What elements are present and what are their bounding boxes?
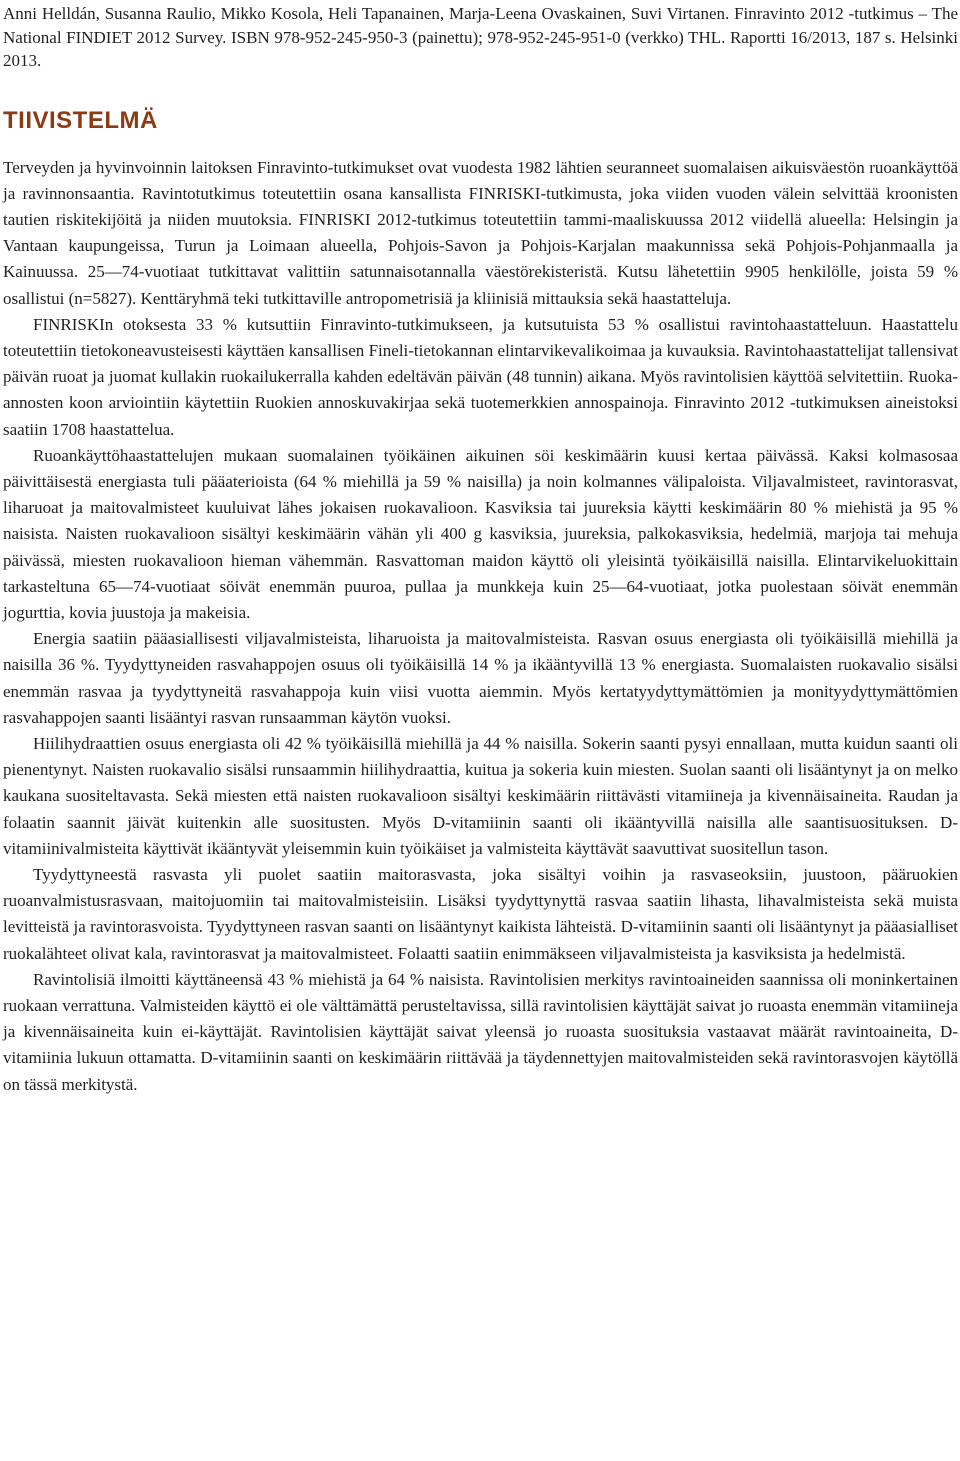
abstract-body	[3, 155, 958, 1098]
abstract-paragraph: FINRISKIn otoksesta 33 % kutsuttiin Finravinto-tutkimukseen, ja kutsutuista 53 % osallistui ravintohaastatteluun. Haastattelu toteutettiin tietokoneavusteisesti käyttäen kansallisen Fineli-tietokannan elintarvikevalikoimaa ja kuvauksia. Ravintohaastattelijat tallensivat päivän ruoat ja juomat kullakin ruokailukerralla kahden edeltävän päivän (48 tunnin) aikana. Myös ravintolisien käyttöä selvitettiin. Ruoka-annosten koon arviointiin käytettiin Ruokien annoskuvakirjaa sekä tuotemerkkien annospainoja. Finravinto 2012 -tutkimuksen aineistoksi saatiin 1708 haastattelua.	[3, 314, 958, 439]
section-heading: TIIVISTELMÄ	[3, 106, 158, 134]
abstract-paragraph: Tyydyttyneestä rasvasta yli puolet saatiin maitorasvasta, joka sisältyi voihin ja rasvaseoksiin, juustoon, pääruokien ruoanvalmistusrasvaan, maitojuomiin tai maitovalmisteisiin. Lisäksi tyydyttynyttä rasvaa saatiin lihasta, lihavalmisteista sekä muista levitteistä ja ravintorasvoista. Tyydyttyneen rasvan saanti on lisääntynyt kaikista lähteistä. D-vitamiinin saanti oli lisääntynyt ja pääasialliset ruokalähteet olivat kala, ravintorasvat ja maitovalmisteet. Folaatti saatiin enimmäkseen viljavalmisteista ja kasviksista ja hedelmistä.	[3, 864, 958, 963]
bibliographic-citation: Anni Helldán, Susanna Raulio, Mikko Kosola, Heli Tapanainen, Marja-Leena Ovaskainen, Suvi Virtanen. Finravinto 2012 -tutkimus – The National FINDIET 2012 Survey. ISBN 978-952-245-950-3 (painettu); 978-952-245-951-0 (verkko) THL. Raportti 16/2013, 187 s. Helsinki 2013.	[3, 4, 958, 70]
abstract-paragraph: Terveyden ja hyvinvoinnin laitoksen Finravinto-tutkimukset ovat vuodesta 1982 lähtien seuranneet suomalaisen aikuisväestön ruoankäyttöä ja ravinnonsaantia. Ravintotutkimus toteutettiin osana kansallista FINRISKI-tutkimusta, joka viiden vuoden välein selvittää kroonisten tautien riskitekijöitä ja niiden muutoksia. FINRISKI 2012-tutkimus toteutettiin tammi-maaliskuussa 2012 viidellä alueella: Helsingin ja Vantaan kaupungeissa, Turun ja Loimaan alueella, Pohjois-Savon ja Pohjois-Karjalan maakunnissa sekä Pohjois-Pohjanmaalla ja Kainuussa. 25—74-vuotiaat tutkittavat valittiin satunnaisotannalla väestörekisteristä. Kutsu lähetettiin 9905 henkilölle, joista 59 % osallistui (n=5827). Kenttäryhmä teki tutkittaville antropometrisiä ja kliinisiä mittauksia sekä haastatteluja.	[3, 157, 958, 308]
abstract-paragraph: Energia saatiin pääasiallisesti viljavalmisteista, liharuoista ja maitovalmisteista. Rasvan osuus energiasta oli työikäisillä miehillä ja naisilla 36 %. Tyydyttyneiden rasvahappojen osuus oli työikäisillä 14 % ja ikääntyvillä 13 % energiasta. Suomalaisten ruokavalio sisälsi enemmän rasvaa ja tyydyttyneitä rasvahappoja kuin viisi vuotta aiemmin. Myös kertatyydyttymättömien ja monityydyttymättömien rasvahappojen saanti lisääntyi rasvan runsaamman käytön vuoksi.	[3, 629, 958, 727]
abstract-paragraph: Ravintolisiä ilmoitti käyttäneensä 43 % miehistä ja 64 % naisista. Ravintolisien merkitys ravintoaineiden saannissa oli moninkertainen ruokaan verrattuna. Valmisteiden käyttö ei ole välttämättä perusteltavissa, sillä ravintolisien käyttäjät saivat jo ruoasta enemmän vitamiineja ja kivennäisaineita kuin ei-käyttäjät. Ravintolisien käyttäjät saivat yleensä jo ruoasta suosituksia vastaavat määrät ravintoaineita, D-vitamiinia lukuun ottamatta. D-vitamiinin saanti on keskimäärin riittävää ja täydennettyjen maitovalmisteiden sekä ravintorasvojen käytöllä on tässä merkitystä.	[3, 969, 958, 1094]
abstract-paragraph: Hiilihydraattien osuus energiasta oli 42 % työikäisillä miehillä ja 44 % naisilla. Sokerin saanti pysyi ennallaan, mutta kuidun saanti oli pienentynyt. Naisten ruokavalio sisälsi runsaammin hiilihydraattia, kuitua ja sokeria kuin miesten. Suolan saanti oli lisääntynyt ja on melko kaukana suositeltavasta. Sekä miesten että naisten ruokavalioon sisältyi keskimäärin riittävästi vitamiineja ja kivennäisaineita. Raudan ja folaatin saannit jäivät kuitenkin alle suositusten. Myös D-vitamiinin saanti oli ikääntyvillä naisilla alle saantisuosituksen. D-vitamiinivalmisteita käyttivät ikääntyvät yleisemmin kuin työikäiset ja valmisteita käyttävät saavuttivat suositellun tason.	[3, 733, 958, 858]
abstract-paragraph: Ruoankäyttöhaastattelujen mukaan suomalainen työikäinen aikuinen söi keskimäärin kuusi kertaa päivässä. Kaksi kolmasosaa päivittäisestä energiasta tuli pääaterioista (64 % miehillä ja 59 % naisilla) ja noin kolmannes välipaloista. Viljavalmisteet, ravintorasvat, liharuoat ja maitovalmisteet kuuluivat lähes jokaisen ruokavalioon. Kasviksia tai juureksia käytti keskimäärin 80 % miehistä ja 95 % naisista. Naisten ruokavalioon sisältyi keskimäärin vähän yli 400 g kasviksia, juureksia, palkokasviksia, hedelmiä, marjoja tai mehuja päivässä, miesten ruokavalioon hieman vähemmän. Rasvattoman maidon käyttö oli yleisintä työikäisillä naisilla. Elintarvikeluokittain tarkasteltuna 65—74-vuotiaat söivät enemmän puuroa, pullaa ja munkkeja kuin 25—64-vuotiaat, jotka puolestaan söivät enemmän jogurttia, kovia juustoja ja makeisia.	[3, 445, 958, 622]
